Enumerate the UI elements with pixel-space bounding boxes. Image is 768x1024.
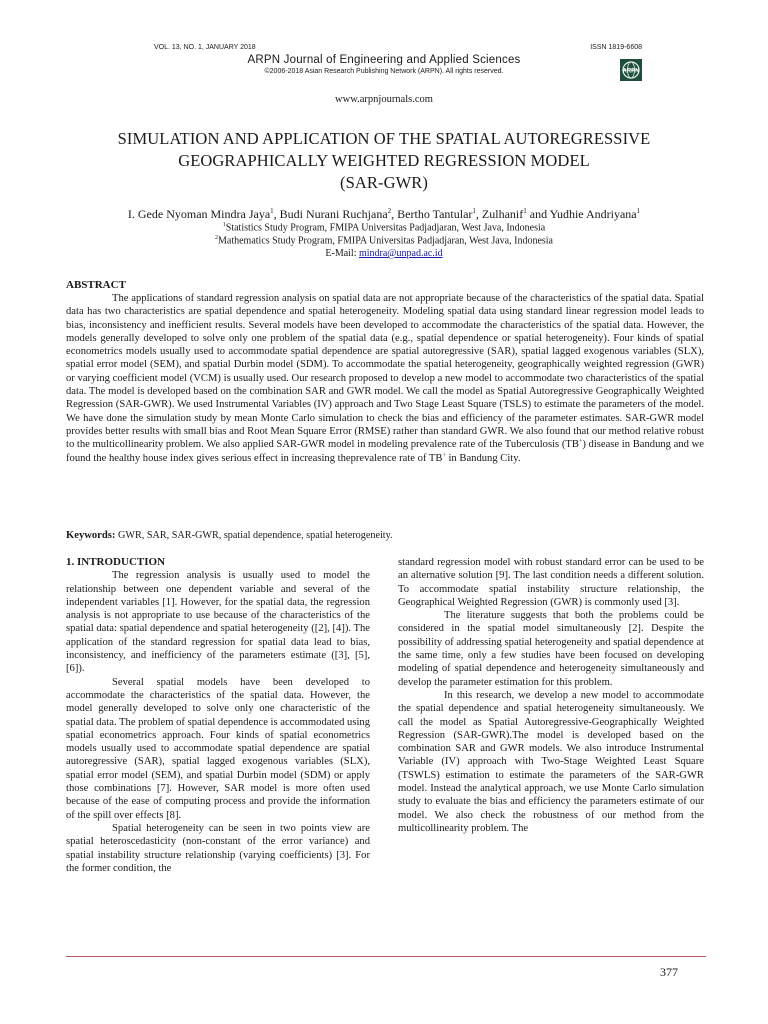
intro-paragraph-5: The literature suggests that both the problems could be considered in the spatial model simultaneously [2]. Despite the possibility of addressing spatial heterogeneity and spatial dependence at the same time, only a few studies have been focused on developing modeling of spatial dependence and heterogeneity simultaneously and develop the parameter estimation for this problem. — [398, 610, 704, 688]
title-line-3: (SAR-GWR) — [340, 173, 428, 192]
intro-paragraph-3: Spatial heterogeneity can be seen in two points view are spatial heteroscedasticity (non-constant of the error variance) and spatial instability structure relationship (varying coefficients) [3]. For the former condition, the — [66, 822, 370, 874]
issn: ISSN 1819-6608 — [590, 44, 642, 51]
journal-website[interactable]: www.arpnjournals.com — [335, 94, 433, 105]
journal-name: ARPN Journal of Engineering and Applied Sciences — [247, 54, 521, 66]
title-line-2: GEOGRAPHICALLY WEIGHTED REGRESSION MODEL — [178, 151, 590, 170]
left-column — [66, 556, 370, 875]
affiliation-1: $^1$Statistics Study Program, FMIPA Universitas Padjadjaran, West Java, Indonesia — [222, 222, 546, 234]
email-link[interactable]: mindra@unpad.ac.id — [358, 248, 443, 259]
author-4: Zulhanif — [481, 207, 524, 221]
intro-paragraph-6: In this research, we develop a new model to accommodate the spatial dependence and spatial heterogeneity simultaneously. We call the model as Spatial Autoregressive-Geographically Weighted Regression (SAR-GWR).The model is developed based on the combination SAR and GWR models. We also introduce Instrumental Variable (IV) approach with Two-Stage Weighted Least Square (TSWLS) estimation to estimate the parameters of the SAR-GWR model. Instead the analytical approach, we use Monte Carlo simulation study to evaluate the bias and efficiency the parameters estimate of our model. We also check the robustness of our method from the multicollinearity problem. The — [398, 689, 704, 834]
author-email: E-Mail: mindra@unpad.ac.id — [325, 248, 443, 259]
author-2: Budi Nurani Ruchjana — [279, 207, 388, 221]
author-5: Yudhie Andriyana — [549, 207, 637, 221]
svg-text:ARPN: ARPN — [622, 68, 640, 75]
abstract-heading: ABSTRACT — [66, 279, 126, 291]
section-heading-introduction: 1. INTRODUCTION — [66, 556, 166, 568]
intro-paragraph-1: The regression analysis is usually used to model the relationship between one dependent variable and several of the independent variables [1]. However, for the spatial data, the regression analysis is not appropriate to use because of the characteristics of the spatial data: spatial dependence and spatial heterogeneity ([2], [4]). The application of the standard regression for spatial data lead to bias, inconsistency, and inefficiency of the parameters estimate ([3], [5], [6]). — [66, 570, 370, 675]
affiliation-2: $^2$Mathematics Study Program, FMIPA Universitas Padjadjaran, West Java, Indonesia — [215, 235, 553, 247]
abstract-body: The applications of standard regression analysis on spatial data are not appropriate because of the characteristics of the spatial data. Spatial data has two characteristics are spatial dependence and spatial heterogeneity. Modeling spatial data using standard linear regression model leads to bias, inconsistency and inefficient results. Several models have been developed to accommodate the characteristics of the spatial data. However, the models generally developed to solve only one problem of the spatial data (e.g., spatial dependence or spatial heterogeneity). Four kinds of spatial econometrics models usually used to accommodate spatial dependence are spatial autoregressive (SAR), spatial lagged exogenous variables (SLX), spatial error model (SEM), and spatial Durbin model (SDM). To accommodate the spatial heterogeneity, geographically weighted regression (GWR) or varying coefficient model (VCM) is usually used. Our research proposed to develop a new model to accommodate two characteristics of the spatial data. The model is developed based on the combination SAR and GWR model. We call the model as Spatial Autoregressive Geographically Weighted Regression (SAR-GWR). We used Instrumental Variables (IV) approach and Two Stage Least Square (TSLS) to estimate the parameters of the model. We have done the simulation study by mean Monte Carlo simulation to check the bias and efficiency of the parameter estimates. SAR-GWR model provides better results with small bias and Root Mean Square Error (RMSE) rather than standard GWR. We also found that our method relative robust to the multicollinearity problem. We also applied SAR-GWR model in modeling prevalence rate of the Tuberculosis (TB+) disease in Bandung and we found the healthy house index gives serious effect in increasing theprevalence rate of TB+ in Bandung City. — [66, 293, 704, 464]
keywords-label: Keywords: — [66, 530, 116, 541]
paper-title — [40, 128, 728, 194]
volume-info: VOL. 13, NO. 1, JANUARY 2018 — [154, 44, 256, 51]
footer-divider — [66, 956, 706, 957]
keywords — [66, 530, 706, 541]
page-number: 377 — [660, 965, 678, 979]
author-list: I. Gede Nyoman Mindra Jaya$^1$, Budi Nurani Ruchjana$^2$, Bertho Tantular$^1$, Zulhanif$^1$ and Yudhie Andriyana$^1$ — [127, 207, 641, 221]
intro-paragraph-4: standard regression model with robust standard error can be used to be an alternative solution [9]. The last condition needs a different solution. To accommodate spatial instability structure relationship, the Geographical Weighted Regression (GWR) is commonly used [3]. — [398, 557, 704, 608]
intro-paragraph-2: Several spatial models have been developed to accommodate the characteristics of the spatial data. However, the model generally developed to solve only one characteristic of the spatial data. The problem of spatial dependence is accommodated using spatial econometrics approach. Four kinds of spatial econometrics models usually used to accommodate spatial dependence are spatial autoregressive (SAR), spatial lagged exogenous variables (SLX), spatial error model (SEM), and spatial Durbin model (SDM) or apply those combinations [7]. However, SAR model is more often used because of the ease of computing process and provide the information of the spill over effects [8]. — [66, 676, 370, 821]
arpn-logo-icon — [620, 59, 642, 81]
right-column — [398, 556, 704, 835]
copyright-notice: ©2006-2018 Asian Research Publishing Network (ARPN). All rights reserved. — [264, 68, 504, 75]
keywords-text: GWR, SAR, SAR-GWR, spatial dependence, spatial heterogeneity. — [115, 530, 393, 541]
author-3: Bertho Tantular — [397, 207, 473, 221]
author-1: I. Gede Nyoman Mindra Jaya — [127, 207, 271, 221]
title-line-1: SIMULATION AND APPLICATION OF THE SPATIAL AUTOREGRESSIVE — [117, 129, 651, 148]
